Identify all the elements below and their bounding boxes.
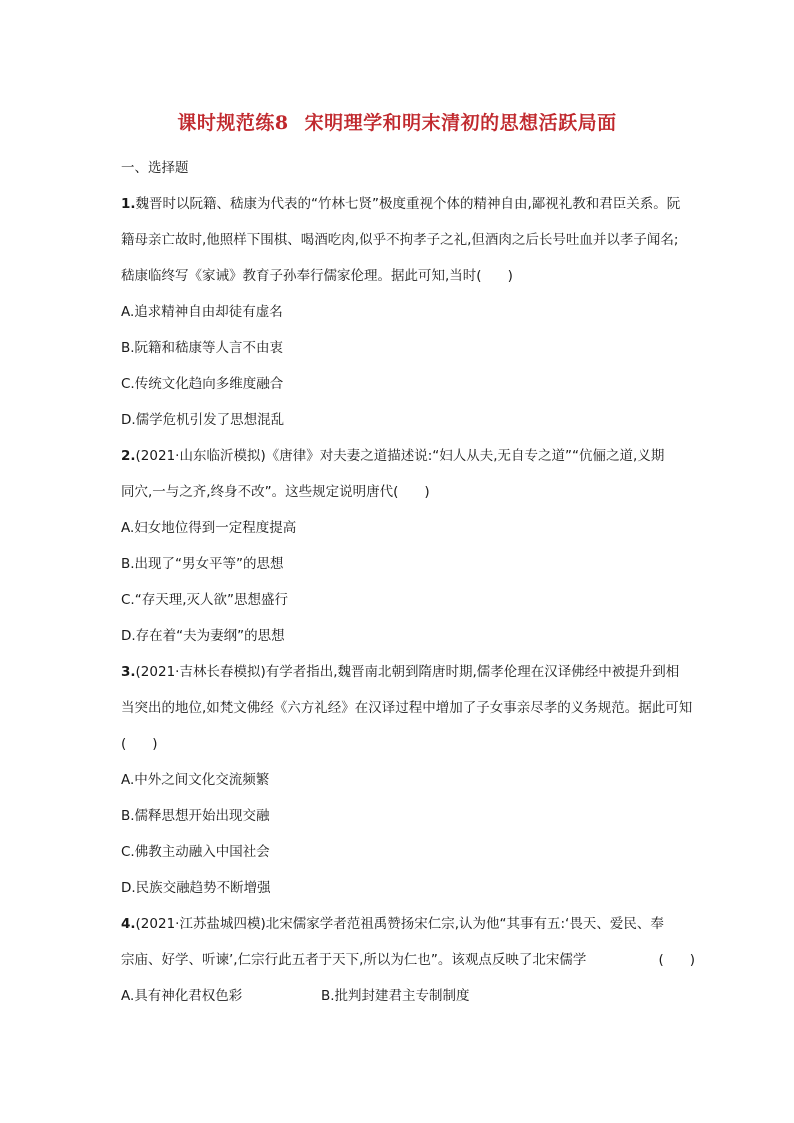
question-1-line-3: [121, 258, 701, 294]
option-b: B.出现了“男女平等”的思想: [121, 556, 284, 572]
question-number: 4.: [121, 916, 136, 932]
paren-close: ): [507, 268, 513, 284]
option-d: D.儒学危机引发了思想混乱: [121, 412, 285, 428]
question-1: [121, 186, 701, 438]
question-1-line-1: [121, 186, 701, 222]
question-text: 同穴,一与之齐,终身不改”。这些规定说明唐代(: [121, 484, 399, 500]
option-b: B.批判封建君主专制制度: [321, 988, 470, 1004]
title-part2: 宋明理学和明末清初的思想活跃局面: [304, 112, 617, 134]
paren-open: (: [658, 952, 664, 968]
paren-close: ): [424, 484, 430, 500]
question-text: 宗庙、好学、听谏’,仁宗行此五者于天下,所以为仁也”。该观点反映了北宋儒学: [121, 952, 587, 968]
question-2-line-1: [121, 438, 701, 474]
option-a: A.中外之间文化交流频繁: [121, 772, 270, 788]
question-4-line-1: [121, 906, 701, 942]
option-c: C.“存天理,灭人欲”思想盛行: [121, 592, 288, 608]
question-number: 2.: [121, 448, 136, 464]
option-c: C.佛教主动融入中国社会: [121, 844, 270, 860]
question-1-line-2: 籍母亲亡故时,他照样下围棋、喝酒吃肉,似乎不拘孝子之礼,但酒肉之后长号吐血并以孝子闻名;: [121, 232, 679, 248]
option-a: A.妇女地位得到一定程度提高: [121, 520, 297, 536]
answer-paren: [658, 942, 695, 978]
question-3-line-3: [121, 726, 701, 762]
paren-close: ): [152, 736, 158, 752]
question-text: (2021·山东临沂模拟)《唐律》对夫妻之道描述说:“妇人从夫,无自专之道”“伉俪之道,义期: [135, 448, 665, 464]
question-number: 1.: [121, 196, 136, 212]
question-text: (2021·江苏盐城四模)北宋儒家学者范祖禹赞扬宋仁宗,认为他“其事有五:‘畏天、爱民、奉: [135, 916, 664, 932]
option-c: C.传统文化趋向多维度融合: [121, 376, 284, 392]
question-3-line-2: 当突出的地位,如梵文佛经《六方礼经》在汉译过程中增加了子女事亲尽孝的义务规范。据此可知: [121, 700, 693, 716]
options-row: [121, 978, 701, 1014]
section-heading: 一、选择题: [121, 160, 189, 176]
option-a: A.具有神化君权色彩: [121, 988, 243, 1004]
title-part1: 课时规范练8: [177, 112, 289, 134]
question-4-line-2: [121, 942, 701, 978]
question-text: 魏晋时以阮籍、嵇康为代表的“竹林七贤”极度重视个体的精神自由,鄙视礼教和君臣关系。阮: [135, 196, 681, 212]
option-b: B.儒释思想开始出现交融: [121, 808, 270, 824]
option-b: B.阮籍和嵇康等人言不由衷: [121, 340, 284, 356]
option-a: A.追求精神自由却徒有虚名: [121, 304, 283, 320]
paren-close: ): [689, 952, 695, 968]
option-d: D.民族交融趋势不断增强: [121, 880, 271, 896]
question-2-line-2: [121, 474, 701, 510]
question-3-line-1: [121, 654, 701, 690]
question-number: 3.: [121, 664, 136, 680]
option-d: D.存在着“夫为妻纲”的思想: [121, 628, 285, 644]
question-3: [121, 654, 701, 906]
question-text: (2021·吉林长春模拟)有学者指出,魏晋南北朝到隋唐时期,儒孝伦理在汉译佛经中被提升到相: [135, 664, 680, 680]
content: [121, 150, 701, 1014]
question-text: 嵇康临终写《家诫》教育子孙奉行儒家伦理。据此可知,当时(: [121, 268, 482, 284]
page-title: [0, 108, 794, 135]
question-2: [121, 438, 701, 654]
paren-open: (: [121, 736, 127, 752]
question-4: [121, 906, 701, 1014]
